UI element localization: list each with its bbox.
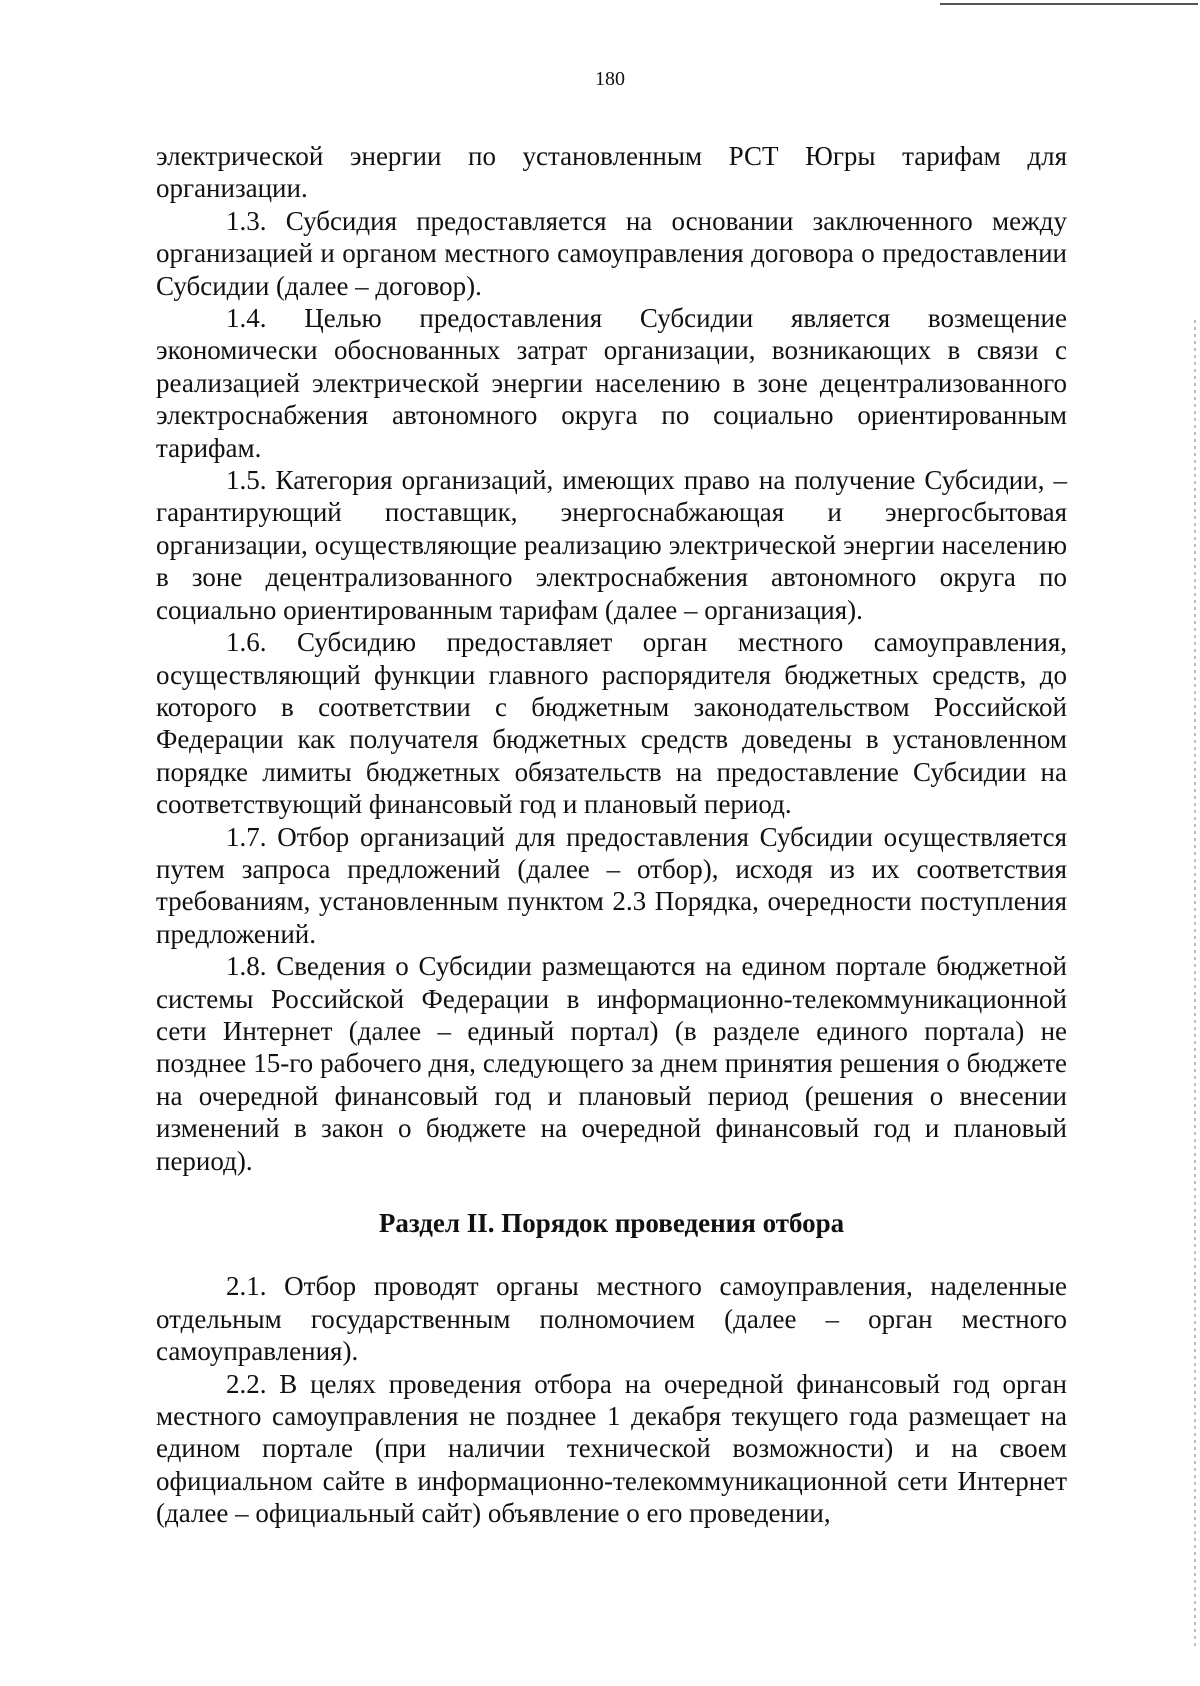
page-number: 180 (595, 68, 625, 90)
paragraph-2-1: 2.1. Отбор проводят органы местного самоуправления, наделенные отдельным государственным полномочием (далее – орган местного самоуправления). (156, 1271, 1067, 1367)
section-heading: Раздел II. Порядок проведения отбора (378, 1208, 845, 1238)
paragraph-2-2: 2.2. В целях проведения отбора на очередной финансовый год орган местного самоуправления не позднее 1 декабря текущего года размещает на едином портале (при наличии технической возможности) и на своем официальном сайте в информационно-телекоммуникационной сети Интернет (далее – официальный сайт) объявление о его проведении, (156, 1368, 1067, 1529)
scan-edge-artifact (1194, 320, 1196, 1650)
paragraph-1-5: 1.5. Категория организаций, имеющих право на получение Субсидии, – гарантирующий поставщик, энергоснабжающая и энергосбытовая организации, осуществляющие реализацию электрической энергии населению в зоне децентрализованного электроснабжения автономного округа по социально ориентированным тарифам (далее – организация). (156, 465, 1067, 625)
document-body (156, 140, 1067, 1530)
paragraph-1-8: 1.8. Сведения о Субсидии размещаются на едином портале бюджетной системы Российской Федерации в информационно-телекоммуникационной сети Интернет (далее – единый портал) (в разделе единого портала) не позднее 15-го рабочего дня, следующего за днем принятия решения о бюджете на очередной финансовый год и плановый период (решения о внесении изменений в закон о бюджете на очередной финансовый год и плановый период). (156, 951, 1067, 1176)
paragraph-1-3: 1.3. Субсидия предоставляется на основании заключенного между организацией и органом местного самоуправления договора о предоставлении Субсидии (далее – договор). (156, 205, 1067, 301)
paragraph-continuation: электрической энергии по установленным РСТ Югры тарифам для организации. (156, 141, 1067, 204)
paragraph-1-6: 1.6. Субсидию предоставляет орган местного самоуправления, осуществляющий функции главного распорядителя бюджетных средств, до которого в соответствии с бюджетным законодательством Российской Федерации как получателя бюджетных средств доведены в установленном порядке лимиты бюджетных обязательств на предоставление Субсидии на соответствующий финансовый год и плановый период. (156, 627, 1067, 820)
scan-top-rule (940, 3, 1198, 5)
paragraph-1-7: 1.7. Отбор организаций для предоставления Субсидии осуществляется путем запроса предложений (далее – отбор), исходя из их соответствия требованиям, установленным пунктом 2.3 Порядка, очередности поступления предложений. (156, 821, 1067, 949)
paragraph-1-4: 1.4. Целью предоставления Субсидии является возмещение экономически обоснованных затрат организации, возникающих в связи с реализацией электрической энергии населению в зоне децентрализованного электроснабжения автономного округа по социально ориентированным тарифам. (156, 303, 1067, 463)
